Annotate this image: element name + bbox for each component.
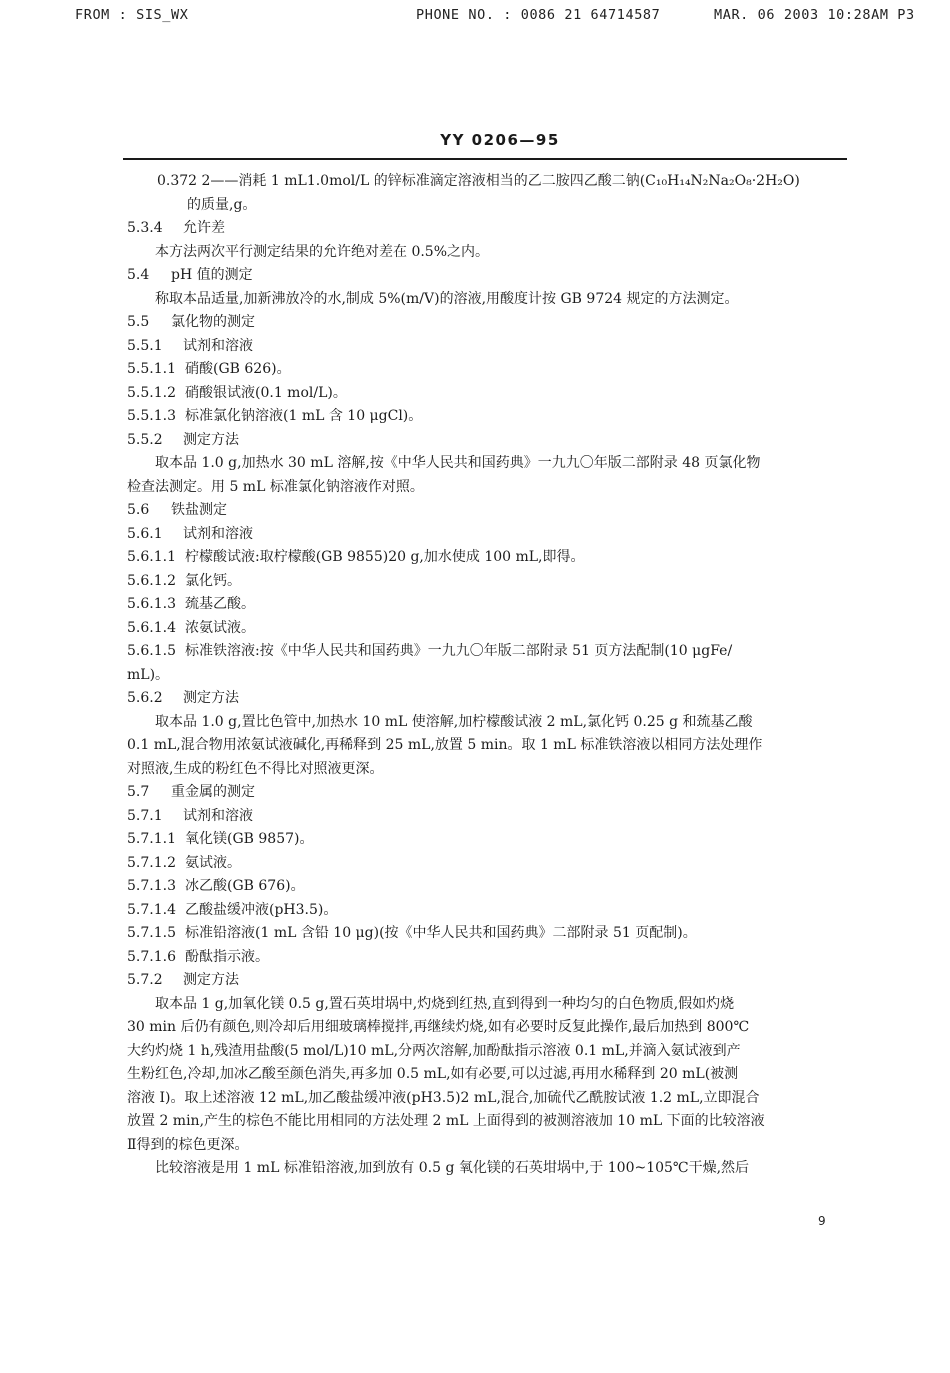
section-title: 氧化镁(GB 9857)。 [185,831,314,847]
section-number: 5.5.1 [127,337,163,354]
text-line: 检查法测定。用 5 mL 标准氯化钠溶液作对照。 [127,478,424,495]
section-number: 5.6.1.4 [127,619,176,636]
page-number: 9 [818,1214,826,1228]
text-line: 取本品 1 g,加氧化镁 0.5 g,置石英坩埚中,灼烧到红热,直到得到一种均匀的白色物质,假如灼烧 [155,995,735,1012]
section-heading [127,335,849,359]
text-line: 0.1 mL,混合物用浓氨试液碱化,再稀释到 25 mL,放置 5 min。取 1 mL 标准铁溶液以相同方法处理作 [127,737,763,753]
text-line: 称取本品适量,加新沸放冷的水,制成 5%(m/V)的溶液,用酸度计按 GB 9724 规定的方法测定。 [155,290,739,307]
section-title: 氯化物的测定 [171,314,255,330]
text-line: 0.372 2——消耗 1 mL1.0mol/L 的锌标准滴定溶液相当的乙二胺四乙酸二钠(C₁₀H₁₄N₂Na₂O₈·2H₂O) [157,173,800,189]
section-heading [127,687,849,711]
text-line: 对照液,生成的粉红色不得比对照液更深。 [127,760,384,777]
section-heading [127,405,849,429]
section-number: 5.5.1.1 [127,361,176,377]
text-line: Ⅱ得到的棕色更深。 [127,1136,249,1153]
section-title: 氯化钙。 [185,572,241,589]
text-line: 大约灼烧 1 h,残渣用盐酸(5 mol/L)10 mL,分两次溶解,加酚酞指示溶液 0.1 mL,并滴入氨试液到产 [127,1042,741,1059]
section-heading [127,875,849,899]
section-heading [127,429,849,453]
section-title: 测定方法 [183,431,239,448]
section-number: 5.7.1.2 [127,854,176,871]
section-heading [127,617,849,641]
section-title: 硝酸银试液(0.1 mol/L)。 [185,384,347,401]
section-number: 5.3.4 [127,220,163,236]
section-heading [127,922,849,946]
section-title: 标准铁溶液:按《中华人民共和国药典》一九九〇年版二部附录 51 页方法配制(10 μgFe/ [185,643,733,659]
fax-header [0,7,950,25]
section-heading [127,946,849,970]
section-heading [127,593,849,617]
section-number: 5.6.1.3 [127,596,176,612]
section-heading [127,805,849,829]
document-body [127,170,849,1181]
section-number: 5.6.2 [127,690,163,706]
text-line: 本方法两次平行测定结果的允许绝对差在 0.5%之内。 [155,243,490,260]
header-rule [123,158,847,160]
section-heading [127,358,849,382]
section-heading [127,781,849,805]
section-number: 5.5.2 [127,431,163,448]
section-title: 乙酸盐缓冲液(pH3.5)。 [185,901,338,918]
section-number: 5.5.1.2 [127,384,176,401]
section-number: 5.6.1.2 [127,572,176,589]
section-title: 试剂和溶液 [183,525,253,542]
section-title: 铁盐测定 [171,502,227,518]
fax-from: FROM : SIS_WX [75,7,189,23]
section-number: 5.7.1.6 [127,948,176,965]
section-heading [127,828,849,852]
text-line: 取本品 1.0 g,加热水 30 mL 溶解,按《中华人民共和国药典》一九九〇年版二部附录 48 页氯化物 [155,455,761,471]
section-number: 5.7.1.1 [127,831,176,847]
section-title: 重金属的测定 [171,784,255,800]
section-title: 柠檬酸试液:取柠檬酸(GB 9855)20 g,加水使成 100 mL,即得。 [185,549,585,565]
section-heading [127,499,849,523]
section-heading [127,899,849,923]
section-number: 5.6.1.5 [127,643,176,659]
fax-phone: PHONE NO. : 0086 21 64714587 [416,7,661,23]
section-heading [127,546,849,570]
section-title: 酚酞指示液。 [185,948,269,965]
section-title: 硝酸(GB 626)。 [185,361,291,377]
standard-number: YY 0206—95 [440,131,560,149]
section-title: 测定方法 [183,690,239,706]
section-number: 5.7.1.4 [127,901,176,918]
section-heading [127,640,849,664]
section-title: 浓氨试液。 [185,619,255,636]
text-line: 生粉红色,冷却,加冰乙酸至颜色消失,再多加 0.5 mL,如有必要,可以过滤,再用水稀释到 20 mL(被测 [127,1066,739,1082]
section-number: 5.4 [127,267,150,283]
section-number: 5.7 [127,784,150,800]
section-title: 允许差 [183,220,225,236]
section-title: 标准氯化钠溶液(1 mL 含 10 μgCl)。 [185,408,423,424]
section-number: 5.7.1 [127,807,163,824]
section-number: 5.7.2 [127,972,163,988]
fax-date: MAR. 06 2003 10:28AM P3 [714,7,915,23]
text-line: mL)。 [127,666,170,683]
text-line: 放置 2 min,产生的棕色不能比用相同的方法处理 2 mL 上面得到的被测溶液加 10 mL 下面的比较溶液 [127,1113,765,1129]
section-number: 5.6.1.1 [127,549,176,565]
section-title: 氨试液。 [185,854,241,871]
section-number: 5.6.1 [127,525,163,542]
section-title: 巯基乙酸。 [185,596,255,612]
section-title: 试剂和溶液 [183,337,253,354]
section-title: 标准铅溶液(1 mL 含铅 10 μg)(按《中华人民共和国药典》二部附录 51 页配制)。 [185,925,697,941]
text-line: 溶液 I)。取上述溶液 12 mL,加乙酸盐缓冲液(pH3.5)2 mL,混合,加硫代乙酰胺试液 1.2 mL,立即混合 [127,1089,760,1106]
section-heading [127,570,849,594]
section-number: 5.7.1.5 [127,925,176,941]
section-heading [127,217,849,241]
section-title: 冰乙酸(GB 676)。 [185,878,305,894]
section-title: 测定方法 [183,972,239,988]
text-line: 30 min 后仍有颜色,则冷却后用细玻璃棒搅拌,再继续灼烧,如有必要时反复此操作,最后加热到 800℃ [127,1019,750,1035]
text-line: 的质量,g。 [187,196,257,213]
section-heading [127,382,849,406]
section-heading [127,969,849,993]
section-heading [127,852,849,876]
section-number: 5.6 [127,502,150,518]
section-heading [127,311,849,335]
section-number: 5.7.1.3 [127,878,176,894]
section-number: 5.5 [127,314,150,330]
section-number: 5.5.1.3 [127,408,176,424]
text-line: 取本品 1.0 g,置比色管中,加热水 10 mL 使溶解,加柠檬酸试液 2 mL,氯化钙 0.25 g 和巯基乙酸 [155,713,753,730]
section-title: pH 值的测定 [171,267,253,283]
section-title: 试剂和溶液 [183,807,253,824]
text-line: 比较溶液是用 1 mL 标准铅溶液,加到放有 0.5 g 氧化镁的石英坩埚中,于 100~105℃干燥,然后 [155,1160,750,1176]
section-heading [127,264,849,288]
section-heading [127,523,849,547]
